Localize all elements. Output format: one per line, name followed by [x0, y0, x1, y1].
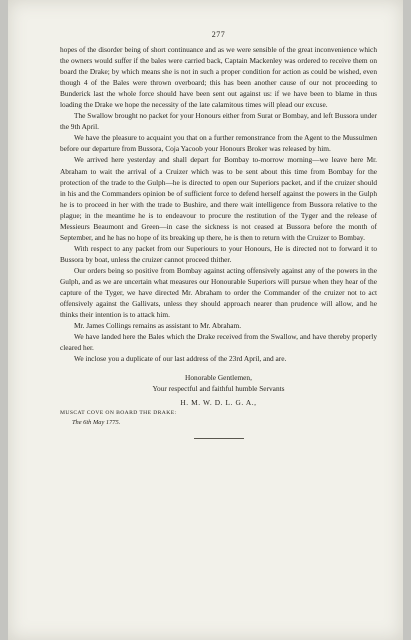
paragraph-5: With respect to any packet from our Superiours to your Honours, He is directed not to forward it to Bussora by boat, unless the cruizer cannot proceed thither. — [60, 243, 377, 264]
paragraph-9: We inclose you a duplicate of our last address of the 23rd April, and are. — [74, 354, 287, 364]
document-page — [8, 0, 403, 640]
place-line: MUSCAT COVE ON BOARD THE DRAKE: — [60, 409, 177, 416]
paragraph-2: The Swallow brought no packet for your Honours either from Surat or Bombay, and left Bussora under the 9th April. — [60, 111, 377, 132]
valediction: Your respectful and faithful humble Servants — [152, 384, 285, 394]
signature: H. M. W. D. L. G. A., — [180, 398, 257, 408]
date-line: The 6th May 1775. — [72, 418, 121, 426]
paragraph-1: hopes of the disorder being of short continuance and as we were sensible of the great inconvenience which the owners would suffer if the bales were carried back, Captain Mackenley was ordered to receive them on board the Drake; by which means she is not in such a proper condition for action as could be wished, even though 4 of the Bales were thrown overboard; this has been another cause of our not proceeding to Bunderick last the whole force should have been sent out against us: if we have been to blame in thus loading the Drake we hope the necessity of the late calamitous times will plead our excuse. — [60, 45, 377, 110]
paragraph-8: We have landed here the Bales which the Drake received from the Swallow, and have thereby properly cleared her. — [60, 332, 377, 353]
paragraph-3: We have the pleasure to acquaint you that on a further remonstrance from the Agent to the Mussulmen before our departure from Bussora, Coja Yacoob your Honours Broker was released by him. — [60, 133, 377, 154]
page-number: 277 — [211, 30, 226, 39]
page-content — [60, 29, 377, 439]
paragraph-7: Mr. James Collings remains as assistant to Mr. Abraham. — [74, 321, 242, 331]
paragraph-4: We arrived here yesterday and shall depart for Bombay to-morrow morning—we leave here Mr. Abraham to wait the arrival of a Cruizer which was to be sent about this time from Bombay for the protection of the trade to the Gulph—he is directed to open our Superiors packet, and if the cruizer should in his and the Commanders opinion be of sufficient force to defend herself against the powers in the Gulph he is to proceed in her with the trade to Bushire, and there wait intelligence from Bussora relative to the plague; in the meantime he is to endeavour to procure the restitution of the Tyger and the release of Messieurs Beaumont and Green—in case the sickness is not ceased at Bussora before the month of September, and he has no hope of its breaking up there, he is then to return with the Cruizer to Bombay. — [60, 155, 377, 242]
end-rule — [194, 438, 244, 439]
paragraph-6: Our orders being so positive from Bombay against acting offensively against any of the powers in the Gulph, and as we are uncertain what measures our Honourable Superiors will pursue when they hear of the capture of the Tyger, we have directed Mr. Abraham to order the Commander of the cruizer not to act offensively against the Gallivats, unless they should approach nearer than prudence will allow, and he thinks their intention is to attack him. — [60, 265, 377, 320]
salutation: Honorable Gentlemen, — [185, 373, 252, 383]
